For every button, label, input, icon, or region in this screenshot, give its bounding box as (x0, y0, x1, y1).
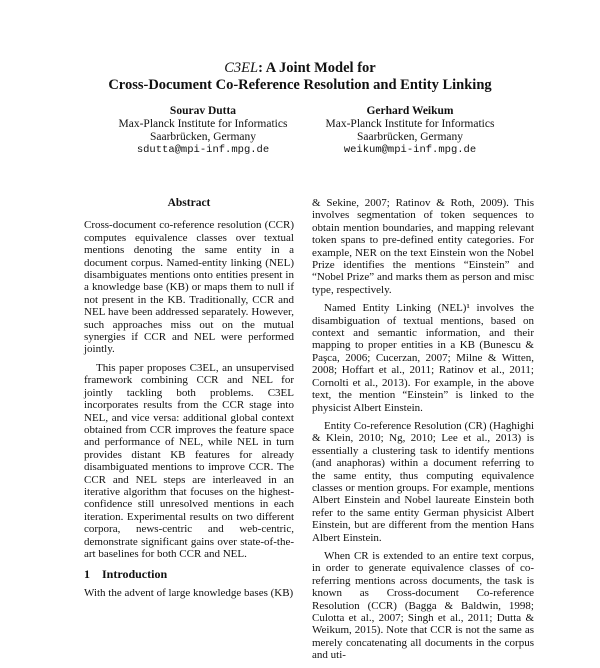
abstract-paragraph: This paper proposes C3EL, an unsupervised framework combining CCR and NEL for jointly tackling both problems. C3EL incorporates results from the CCR stage into NEL, and vice versa: additional global context obtained from CCR improves the feature space and performance of NEL, while NEL in turn provides distant KB features for already disambiguated mentions to improve CCR. The CCR and NEL steps are interleaved in an iterative algorithm that focuses on the highest-confidence still unresolved mentions in each iteration. Experimental results on two different corpora, news-centric and web-centric, demonstrate significant gains over state-of-the-art baselines for both CCR and NEL. (84, 361, 294, 560)
body-paragraph: When CR is extended to an entire text corpus, in order to generate equivalence classes of co-referring mentions across documents, the task is known as Cross-document Co-reference Resolution (CCR) (Bagga & Baldwin, 1998; Culotta et al., 2007; Singh et al., 2011; Dutta & Weikum, 2015). Note that CCR is not the same as merely concatenating all documents in the corpus and uti- (312, 549, 534, 662)
author-location: Saarbrücken, Germany (149, 131, 256, 143)
section-heading: 1 Introduction (84, 567, 168, 582)
abstract-heading: Abstract (167, 197, 211, 209)
body-paragraph: With the advent of large knowledge bases (KB) (84, 586, 294, 599)
abstract-paragraph: Cross-document co-reference resolution (CCR) computes equivalence classes over textual mentions denoting the same entity in a document corpus. Named-entity linking (NEL) disambiguates mentions onto entities present in a knowledge base (KB) or maps them to null if not present in the KB. Traditionally, CCR and NEL have been addressed separately. However, such approaches miss out on the mutual synergies if CCR and NEL were performed jointly. (84, 219, 294, 356)
author-affiliation: Max-Planck Institute for Informatics (325, 118, 495, 130)
right-column (312, 197, 534, 668)
body-paragraph: Entity Co-reference Resolution (CR) (Haghighi & Klein, 2010; Ng, 2010; Lee et al., 2013) is essentially a clustering task to identify mentions (and anaphoras) within a document referring to the same entity, thus computing equivalence classes or mention groups. For example, mentions Albert Einstein and Nobel laureate Einstein both refer to the same entity German physicist Albert Einstein, but are different from the mention Hans Albert Einstein. (312, 419, 534, 544)
author-email: sdutta@mpi-inf.mpg.de (136, 144, 270, 156)
abstract (84, 219, 294, 560)
author-name: Sourav Dutta (169, 105, 237, 117)
author-block-2 (295, 105, 525, 157)
author-affiliation: Max-Planck Institute for Informatics (118, 118, 288, 130)
paper-title: C3EL: A Joint Model for Cross-Document Co-Reference Resolution and Entity Linking (108, 60, 492, 93)
system-name: C3EL (224, 60, 259, 76)
body-paragraph: Named Entity Linking (NEL)¹ involves the disambiguation of textual mentions, based on context and semantic information, and their mapping to proper entities in a KB (Bunescu & Paşca, 2006; Cucerzan, 2007; Milne & Witten, 2008; Hoffart et al., 2011; Ratinov et al., 2011; Cornolti et al., 2013). For example, in the above text, the mention “Einstein” is linked to the physicist Albert Einstein. (312, 302, 534, 414)
author-location: Saarbrücken, Germany (356, 131, 463, 143)
author-block-1 (88, 105, 318, 157)
left-column (84, 197, 294, 605)
author-email: weikum@mpi-inf.mpg.de (343, 144, 477, 156)
body-paragraph: & Sekine, 2007; Ratinov & Roth, 2009). This involves segmentation of token sequences to obtain mention boundaries, and mapping relevant token spans to pre-defined entity categories. For example, NER on the text Einstein won the Nobel Prize identifies the mentions “Einstein” and “Nobel Prize” and marks them as person and misc type, respectively. (312, 197, 534, 296)
author-name: Gerhard Weikum (366, 105, 454, 117)
